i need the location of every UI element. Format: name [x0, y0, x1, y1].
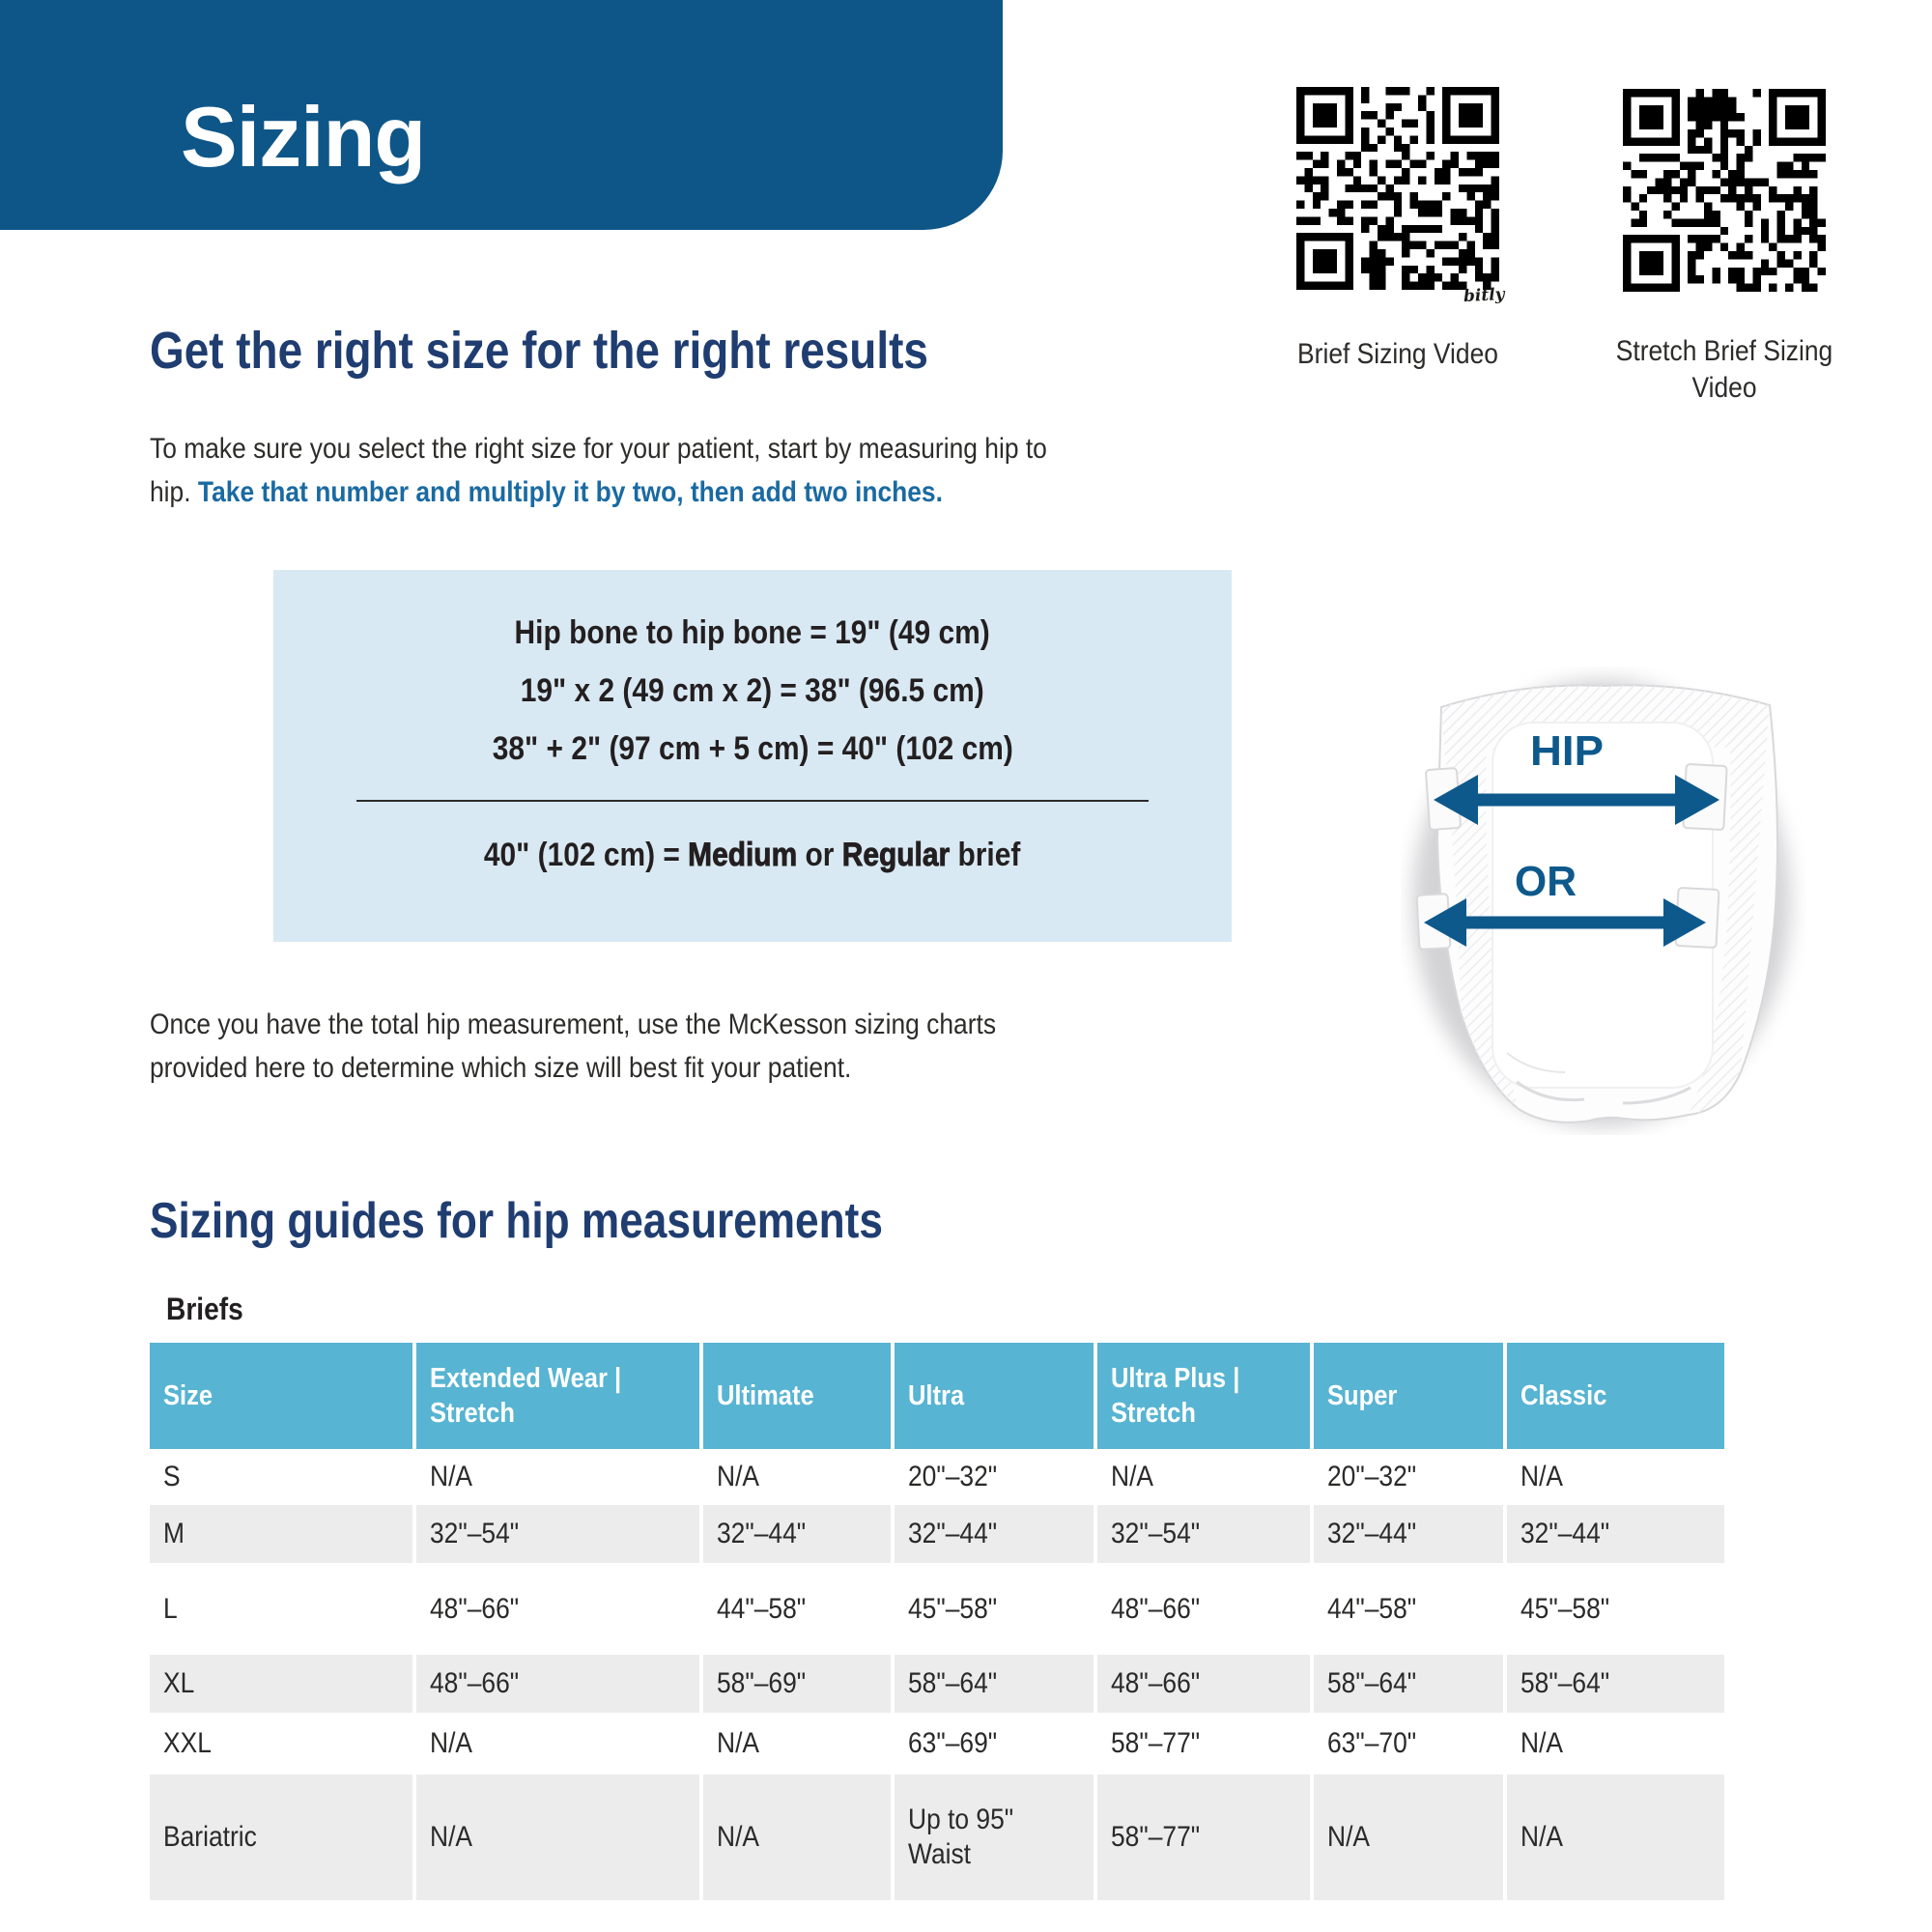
calc-line-3: 38" + 2" (97 cm + 5 cm) = 40" (102 cm) [492, 730, 1013, 767]
table-subheading-briefs: Briefs [166, 1292, 243, 1326]
or-label: OR [1515, 858, 1577, 905]
table-cell: 58"–64" [1310, 1655, 1503, 1713]
section-heading-sizing-guides: Sizing guides for hip measurements [150, 1193, 883, 1249]
column-header-super: Super [1310, 1343, 1503, 1449]
table-cell: N/A [1503, 1449, 1724, 1505]
calc-line-2: 19" x 2 (49 cm x 2) = 38" (96.5 cm) [521, 672, 984, 709]
table-cell: 48"–66" [412, 1563, 699, 1655]
table-cell: N/A [412, 1775, 699, 1900]
table-cell: 58"–64" [1503, 1655, 1724, 1713]
table-cell: N/A [412, 1449, 699, 1505]
table-cell: 44"–58" [699, 1563, 891, 1655]
intro-paragraph [150, 427, 1212, 514]
table-cell: 20"–32" [891, 1449, 1094, 1505]
table-cell: N/A [699, 1449, 891, 1505]
briefs-sizing-table [150, 1343, 1724, 1900]
column-header-ultimate: Ultimate [699, 1343, 891, 1449]
table-cell: N/A [1310, 1775, 1503, 1900]
column-header-classic: Classic [1503, 1343, 1724, 1449]
qr-code-brief-sizing [1296, 87, 1506, 307]
table-cell: N/A [412, 1713, 699, 1775]
qr-caption-stretch-brief-sizing: Stretch Brief Sizing Video [1615, 335, 1833, 404]
table-cell: N/A [1503, 1713, 1724, 1775]
table-cell: 58"–77" [1094, 1713, 1310, 1775]
table-cell: 48"–66" [412, 1655, 699, 1713]
column-header-size: Size [150, 1343, 412, 1449]
section-heading-right-size: Get the right size for the right results [150, 322, 928, 380]
qr-code-stretch-brief-sizing-image [1623, 89, 1826, 292]
table-cell: 32"–44" [1310, 1505, 1503, 1563]
table-cell: 63"–69" [891, 1713, 1094, 1775]
table-cell: 32"–54" [412, 1505, 699, 1563]
table-cell: S [163, 1461, 181, 1492]
table-cell: 20"–32" [1310, 1449, 1503, 1505]
table-cell: L [163, 1592, 178, 1625]
qr-caption-brief-sizing: Brief Sizing Video [1297, 338, 1498, 370]
header-band [0, 0, 1003, 230]
table-cell: 44"–58" [1310, 1563, 1503, 1655]
calc-divider [356, 800, 1149, 802]
table-cell: 63"–70" [1310, 1713, 1503, 1775]
qr-code-brief-sizing-image [1296, 87, 1499, 290]
column-header-ultra: Ultra [891, 1343, 1094, 1449]
table-cell: 45"–58" [1503, 1563, 1724, 1655]
page-title: Sizing [181, 89, 426, 185]
table-cell: N/A [1503, 1775, 1724, 1900]
table-header-row [150, 1343, 1724, 1449]
table-cell: 58"–69" [699, 1655, 891, 1713]
intro-text-bold: Take that number and multiply it by two, then add two inches. [197, 476, 943, 508]
calc-result-line: 40" (102 cm) = Medium or Regular brief [484, 837, 1021, 873]
brief-measurement-illustration [1401, 667, 1806, 1135]
table-cell: 32"–44" [891, 1505, 1094, 1563]
table-row-xl [150, 1655, 1724, 1713]
calc-result-regular: Regular [842, 837, 951, 873]
table-row-xxl [150, 1713, 1724, 1775]
calc-result-medium: Medium [688, 837, 798, 873]
table-row-l [150, 1563, 1724, 1655]
table-cell: M [150, 1505, 412, 1563]
table-cell: N/A [699, 1775, 891, 1900]
table-cell: Bariatric [150, 1775, 412, 1900]
table-cell: 58"–64" [891, 1655, 1094, 1713]
table-cell: 48"–66" [1094, 1655, 1310, 1713]
table-row-bariatric [150, 1775, 1724, 1900]
table-cell: XL [150, 1655, 412, 1713]
column-header-ultra-plus-stretch: Ultra Plus | Stretch [1094, 1343, 1310, 1449]
table-cell: 58"–77" [1094, 1775, 1310, 1900]
table-cell: 32"–44" [1503, 1505, 1724, 1563]
table-cell: 48"–66" [1094, 1563, 1310, 1655]
column-header-extended-wear-stretch: Extended Wear | Stretch [412, 1343, 699, 1449]
intro-text: To make sure you select the right size for your patient, start by measuring hip to hip. [150, 433, 1047, 508]
calc-line-1: Hip bone to hip bone = 19" (49 cm) [514, 614, 991, 651]
table-row-m [150, 1505, 1724, 1563]
table-cell: 32"–54" [1094, 1505, 1310, 1563]
table-cell: 45"–58" [891, 1563, 1094, 1655]
table-cell: N/A [1094, 1449, 1310, 1505]
outro-paragraph: Once you have the total hip measurement, use the McKesson sizing charts provided here to determine which size will best fit your patient. [150, 1009, 997, 1084]
table-row-s [150, 1449, 1724, 1505]
bitly-logo: bitly [1463, 284, 1506, 307]
table-cell: N/A [699, 1713, 891, 1775]
calculation-example-box [273, 570, 1232, 942]
table-cell: 32"–44" [699, 1505, 891, 1563]
hip-label: HIP [1530, 727, 1604, 775]
qr-code-stretch-brief-sizing [1623, 89, 1826, 292]
table-cell: Up to 95" Waist [891, 1775, 1094, 1900]
table-cell: XXL [163, 1727, 212, 1759]
